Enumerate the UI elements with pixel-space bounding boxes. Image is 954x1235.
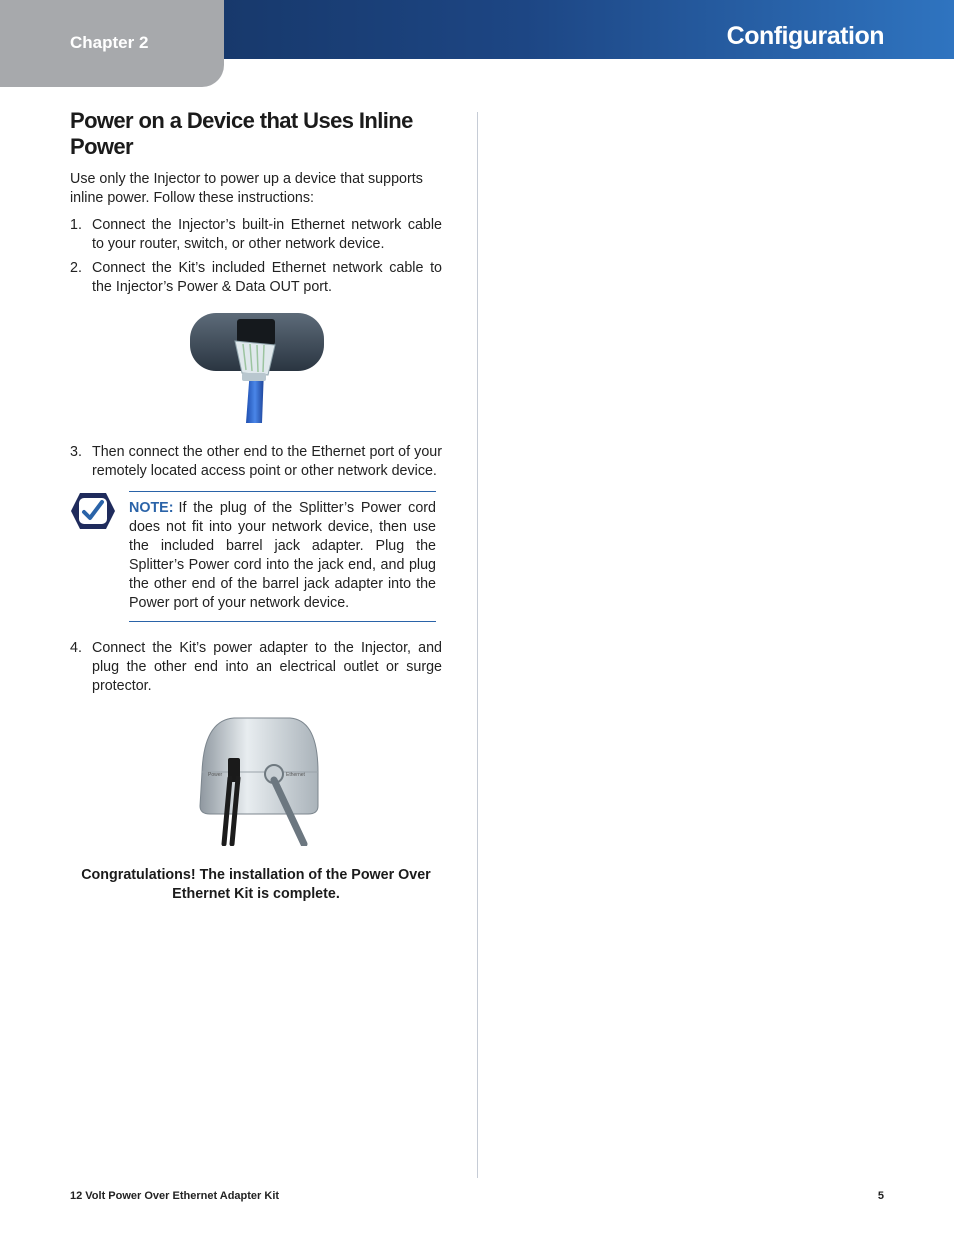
ethernet-port-label: Ethernet [286, 772, 305, 778]
step-text: Connect the Kit’s power adapter to the Injector, and plug the other end into an electrical outlet or surge protector. [92, 640, 442, 694]
step-4 [70, 639, 442, 696]
note-label: NOTE: [129, 500, 174, 516]
chapter-label: Chapter 2 [70, 33, 149, 52]
ethernet-plug-photo [188, 311, 328, 429]
note-callout [70, 491, 442, 619]
checkmark-icon [70, 491, 116, 531]
step-number: 2. [70, 260, 82, 276]
step-text: Then connect the other end to the Ethernet port of your remotely located access point or other network device. [92, 444, 442, 479]
step-number: 4. [70, 640, 82, 656]
injector-device-photo [194, 714, 322, 846]
step-3 [70, 443, 442, 481]
footer-product-name: 12 Volt Power Over Ethernet Adapter Kit [70, 1190, 280, 1202]
note-box [129, 491, 436, 622]
note-text: If the plug of the Splitter’s Power cord does not fit into your network device, then use the included barrel jack adapter. Plug the Splitter’s Power cord into the jack end, and plug the other end of the barrel jack adapter into the Power port of your network device. [129, 500, 436, 611]
chapter-tab [0, 0, 224, 87]
page-number: 5 [877, 1190, 884, 1202]
step-number: 1. [70, 217, 82, 233]
section-title: Configuration [726, 22, 884, 50]
step-text: Connect the Injector’s built-in Ethernet network cable to your router, switch, or other network device. [92, 217, 442, 252]
congratulations-message: Congratulations! The installation of the Power Over Ethernet Kit is complete. [81, 867, 431, 902]
step-number: 3. [70, 444, 82, 460]
column-divider [477, 112, 478, 1178]
left-column [70, 108, 442, 904]
step-text: Connect the Kit’s included Ethernet network cable to the Injector’s Power & Data OUT port. [92, 260, 442, 295]
step-2 [70, 259, 442, 297]
intro-paragraph: Use only the Injector to power up a device that supports inline power. Follow these instructions: [70, 171, 423, 206]
power-port-label: Power [208, 772, 223, 778]
step-1 [70, 216, 442, 254]
section-heading: Power on a Device that Uses Inline Power [70, 108, 413, 159]
